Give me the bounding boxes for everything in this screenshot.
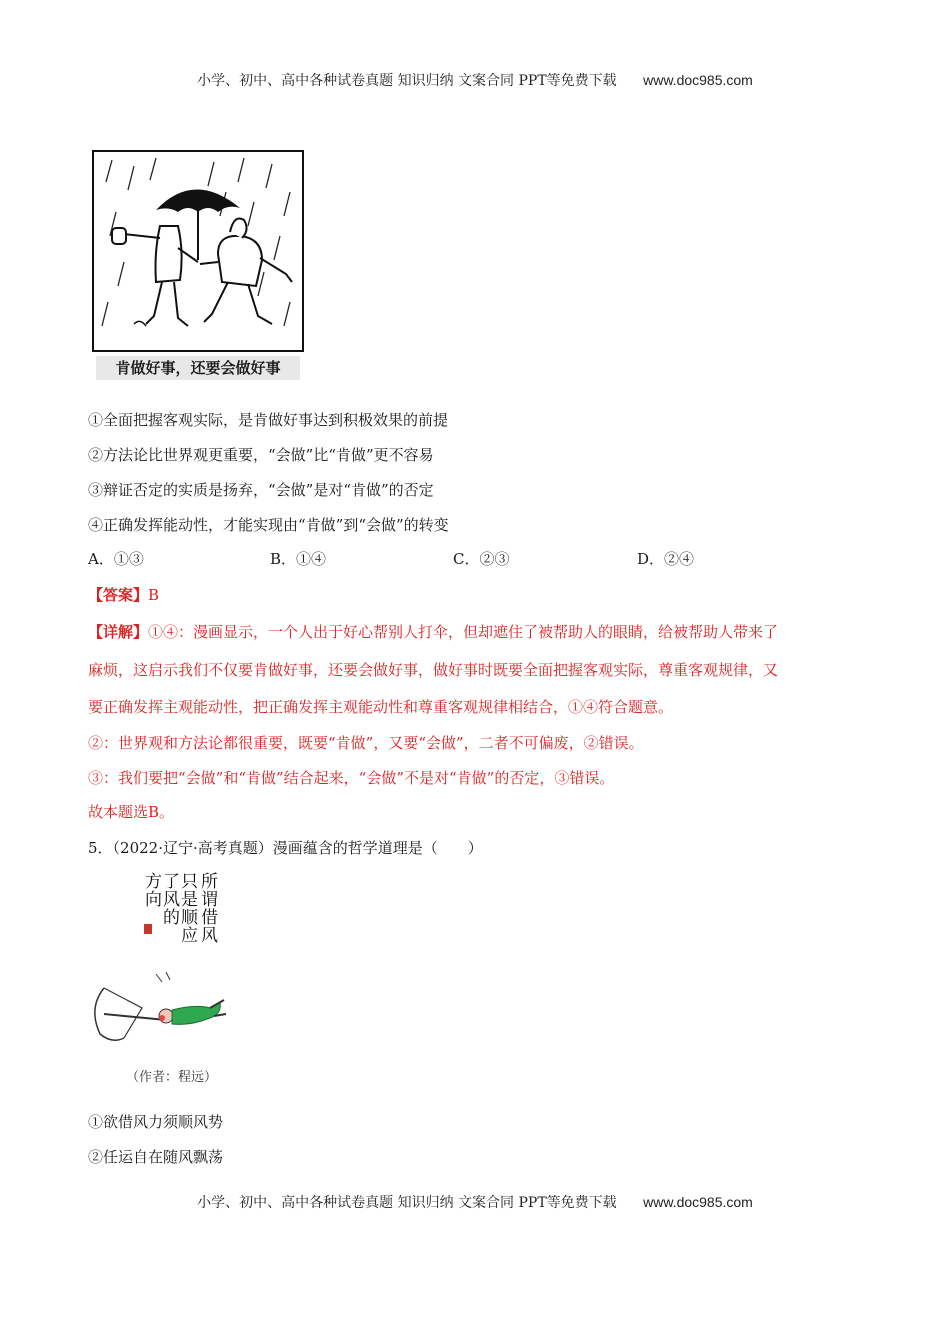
q5-stem: 5．（2022·辽宁·高考真题）漫画蕴含的哲学道理是（ ） (88, 839, 483, 857)
q4-detail-line-6: 故本题选B。 (88, 803, 175, 821)
q4-option-d: D．②④ (637, 550, 695, 568)
page-footer (0, 1192, 950, 1212)
q4-option-b: B．①④ (270, 550, 327, 568)
q4-detail-line-3: 要正确发挥主观能动性，把正确发挥主观能动性和尊重客观规律相结合，①④符合题意。 (88, 698, 674, 716)
footer-text: 小学、初中、高中各种试卷真题 知识归纳 文案合同 PPT等免费下载 (197, 1195, 617, 1211)
seal-stamp (144, 924, 152, 934)
detail-label: 【详解】 (88, 623, 149, 641)
answer-value: B (148, 586, 160, 604)
q4-statement-1: ①全面把握客观实际，是肯做好事达到积极效果的前提 (88, 411, 449, 429)
header-url[interactable]: www.doc985.com (643, 72, 753, 88)
cartoon-wind-text-col-2: 只是顺应 (177, 872, 197, 944)
q5-statement-2: ②任运自在随风飘荡 (88, 1148, 224, 1166)
q4-detail-line-2: 麻烦，这启示我们不仅要肯做好事，还要会做好事，做好事时既要全面把握客观实际，尊重客观规律，又 (88, 661, 779, 679)
cartoon-wind-text-col-1: 所谓借风 (197, 872, 217, 944)
q4-detail-line-5: ③：我们要把“会做”和“肯做”结合起来，“会做”不是对“肯做”的否定，③错误。 (88, 769, 615, 787)
detail-text-1: ①④：漫画显示，一个人出于好心帮别人打伞，但却遮住了被帮助人的眼睛，给被帮助人带来了 (148, 623, 779, 641)
q4-answer (88, 584, 159, 606)
cartoon-wind-text-col-4: 方向 (141, 872, 161, 908)
cartoon-wind-text-col-3: 了风的 (159, 872, 179, 926)
q4-statement-2: ②方法论比世界观更重要，“会做”比“肯做”更不容易 (88, 446, 434, 464)
footer-url[interactable]: www.doc985.com (643, 1194, 753, 1210)
answer-label: 【答案】 (88, 586, 149, 604)
cartoon-umbrella-figure (92, 150, 304, 382)
q4-detail-line-1 (88, 621, 778, 643)
page-header (0, 70, 950, 90)
q4-statement-4: ④正确发挥能动性，才能实现由“肯做”到“会做”的转变 (88, 516, 449, 534)
cartoon-wind-credit: （作者：程远） (126, 1070, 218, 1085)
q4-statement-3: ③辩证否定的实质是扬弃，“会做”是对“肯做”的否定 (88, 481, 434, 499)
q5-statement-1: ①欲借风力须顺风势 (88, 1113, 224, 1131)
cartoon-wind-illustration (86, 968, 236, 1068)
cartoon-umbrella-caption: 肯做好事，还要会做好事 (96, 356, 300, 380)
cartoon-umbrella-illustration (94, 152, 302, 350)
q4-option-c: C．②③ (453, 550, 510, 568)
header-text: 小学、初中、高中各种试卷真题 知识归纳 文案合同 PPT等免费下载 (197, 73, 617, 89)
cartoon-wind-figure (86, 872, 236, 1088)
cartoon-umbrella-frame (92, 150, 304, 352)
q4-detail-line-4: ②：世界观和方法论都很重要，既要“肯做”，又要“会做”，二者不可偏废，②错误。 (88, 734, 644, 752)
q4-option-a: A．①③ (88, 550, 144, 568)
